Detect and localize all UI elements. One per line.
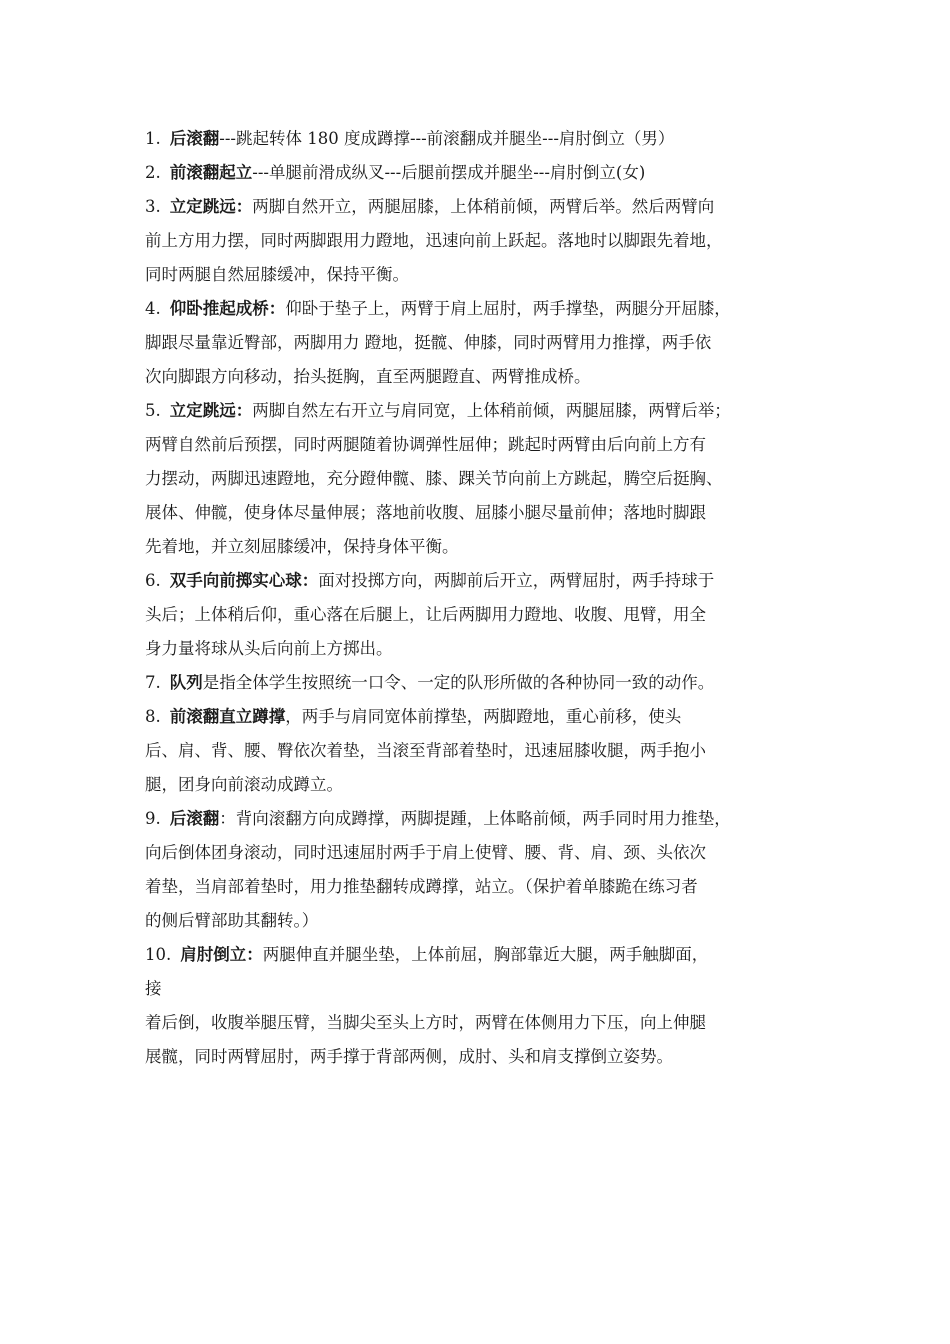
text-line [145,564,825,598]
text-line [145,292,825,326]
document-body [145,122,825,1074]
text-line [145,156,825,190]
item-text: ：背向滚翻方向成蹲撑，两脚提踵，上体略前倾，两手同时用力推垫， [219,809,731,828]
item-text: 展体、伸髋，使身体尽量伸展；落地前收腹、屈膝小腿尽量前伸；落地时脚跟 [145,503,706,522]
item-text: 两腿伸直并腿坐垫，上体前屈，胸部靠近大腿，两手触脚面， [262,945,709,964]
text-line [145,122,825,156]
item-term: 后滚翻 [169,129,220,148]
item-text: 头后；上体稍后仰，重心落在后腿上，让后两脚用力蹬地、收腹、甩臂，用全 [145,605,706,624]
text-line [145,768,825,802]
item-text: 同时两腿自然屈膝缓冲，保持平衡。 [145,265,409,284]
text-line [145,360,825,394]
item-term: 肩肘倒立： [180,945,263,964]
text-line [145,972,825,1006]
text-line [145,530,825,564]
item-number: 10. [145,945,172,964]
text-line [145,904,825,938]
item-term: 后滚翻 [169,809,220,828]
text-line [145,700,825,734]
item-text: 脚跟尽量靠近臀部，两脚用力 蹬地，挺髋、伸膝，同时两臂用力推撑，两手依 [145,333,712,352]
item-term: 前滚翻起立 [169,163,253,182]
item-text: 腿，团身向前滚动成蹲立。 [145,775,343,794]
text-line [145,1006,825,1040]
item-number: 1. [145,129,161,148]
item-text: 接 [145,979,162,998]
item-text: 面对投掷方向，两脚前后开立，两臂屈肘，两手持球于 [318,571,715,590]
item-text: 力摆动，两脚迅速蹬地，充分蹬伸髋、膝、踝关节向前上方跳起，腾空后挺胸、 [145,469,723,488]
text-line [145,428,825,462]
text-line [145,802,825,836]
text-line [145,632,825,666]
item-term: 双手向前掷实心球： [169,571,319,590]
text-line [145,190,825,224]
item-text: ---跳起转体 180 度成蹲撑---前滚翻成并腿坐---肩肘倒立（男） [219,129,675,148]
text-line [145,734,825,768]
item-text: 后、肩、背、腰、臀依次着垫，当滚至背部着垫时，迅速屈膝收腿，两手抱小 [145,741,706,760]
item-term: 队列 [169,673,203,692]
item-text: 着后倒，收腹举腿压臂，当脚尖至头上方时，两臂在体侧用力下压，向上伸腿 [145,1013,706,1032]
item-text: 两脚自然开立，两腿屈膝，上体稍前倾，两臂后举。然后两臂向 [252,197,715,216]
item-number: 2. [145,163,161,182]
item-text: ---单腿前滑成纵叉---后腿前摆成并腿坐---肩肘倒立(女) [252,163,646,182]
item-number: 9. [145,809,161,828]
item-term: 立定跳远： [169,197,253,216]
text-line [145,224,825,258]
item-text: 两臂自然前后预摆，同时两腿随着协调弹性屈伸；跳起时两臂由后向前上方有 [145,435,706,454]
item-number: 3. [145,197,161,216]
text-line [145,666,825,700]
item-number: 6. [145,571,161,590]
text-line [145,598,825,632]
item-text: 着垫，当肩部着垫时，用力推垫翻转成蹲撑，站立。（保护着单膝跪在练习者 [145,877,698,896]
text-line [145,1040,825,1074]
item-term: 前滚翻直立蹲撑 [169,707,286,726]
item-text: ，两手与肩同宽体前撑垫，两脚蹬地，重心前移，使头 [285,707,682,726]
item-number: 5. [145,401,161,420]
item-text: 展髋，同时两臂屈肘，两手撑于背部两侧，成肘、头和肩支撑倒立姿势。 [145,1047,673,1066]
item-text: 次向脚跟方向移动，抬头挺胸，直至两腿蹬直、两臂推成桥。 [145,367,591,386]
text-line [145,394,825,428]
text-line [145,462,825,496]
text-line [145,496,825,530]
item-text: 是指全体学生按照统一口令、一定的队形所做的各种协同一致的动作。 [202,673,715,692]
text-line [145,326,825,360]
text-line [145,938,825,972]
item-term: 仰卧推起成桥： [169,299,286,318]
item-text: 前上方用力摆，同时两脚跟用力蹬地，迅速向前上跃起。落地时以脚跟先着地， [145,231,723,250]
item-text: 身力量将球从头后向前上方掷出。 [145,639,393,658]
text-line [145,258,825,292]
item-number: 8. [145,707,161,726]
item-term: 立定跳远： [169,401,253,420]
item-text: 仰卧于垫子上，两臂于肩上屈肘，两手撑垫，两腿分开屈膝， [285,299,731,318]
item-number: 7. [145,673,161,692]
item-text: 两脚自然左右开立与肩同宽，上体稍前倾，两腿屈膝，两臂后举； [252,401,731,420]
item-text: 向后倒体团身滚动，同时迅速屈肘两手于肩上使臂、腰、背、肩、颈、头依次 [145,843,706,862]
text-line [145,836,825,870]
item-text: 的侧后臂部助其翻转。） [145,911,319,930]
item-text: 先着地，并立刻屈膝缓冲，保持身体平衡。 [145,537,459,556]
item-number: 4. [145,299,161,318]
text-line [145,870,825,904]
